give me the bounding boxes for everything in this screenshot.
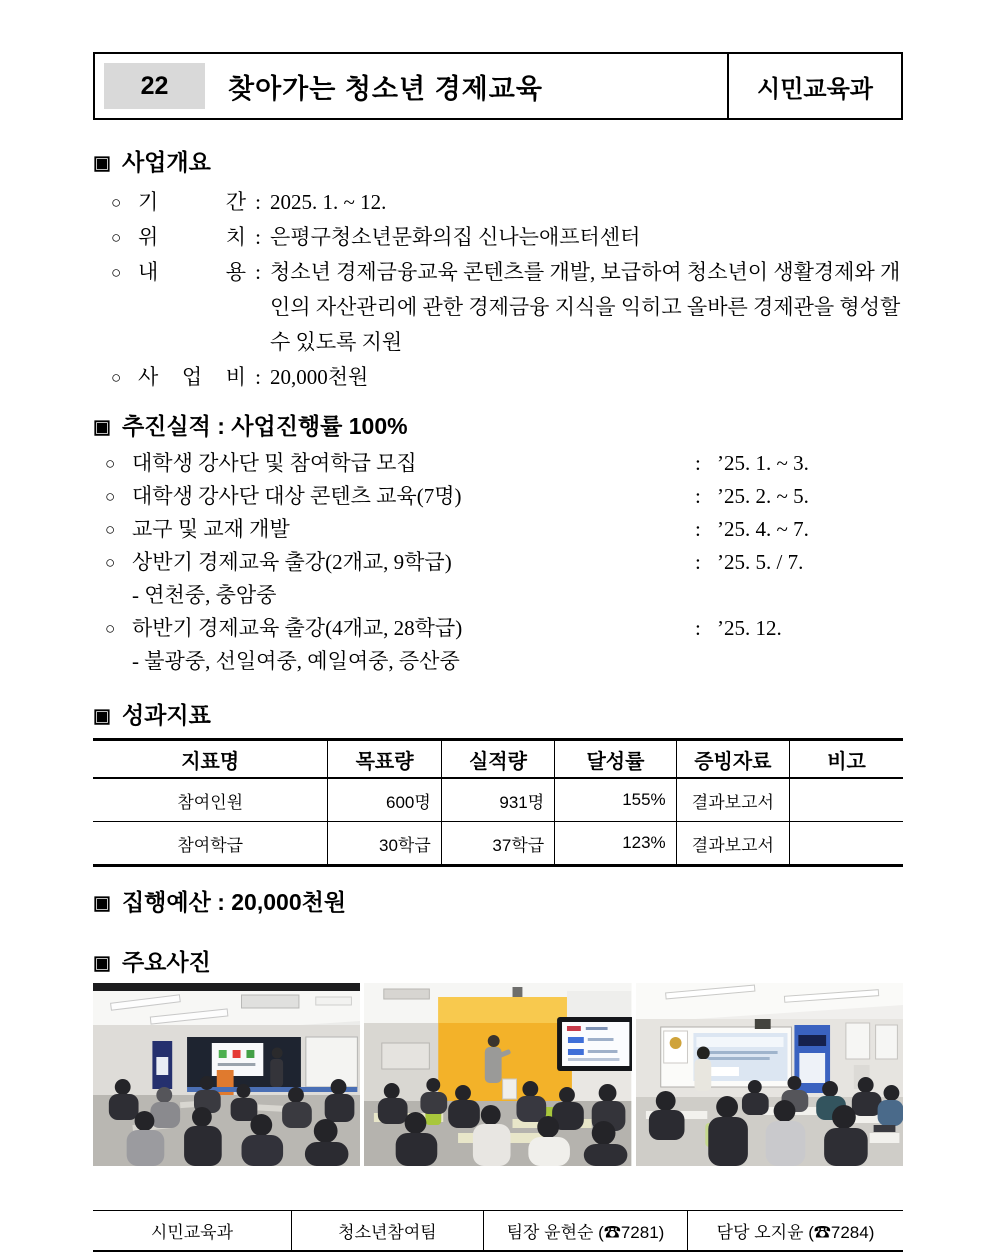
cell-actual: 37학급 bbox=[441, 822, 554, 866]
contact-team-leader: 팀장 윤현순 (☎7281) bbox=[483, 1211, 687, 1252]
date-separator: : bbox=[695, 550, 701, 574]
section-photos-title: 주요사진 bbox=[121, 949, 211, 975]
progress-item-date-col bbox=[695, 480, 903, 513]
col-header-indicator: 지표명 bbox=[93, 740, 328, 779]
overview-item-location bbox=[111, 220, 903, 255]
bullet-circle-icon: ○ bbox=[111, 263, 122, 282]
performance-table bbox=[93, 738, 903, 867]
item-number-badge: 22 bbox=[104, 63, 205, 109]
label-separator: : bbox=[255, 225, 261, 249]
overview-item-label: 위 치 bbox=[138, 225, 246, 249]
photo-strip bbox=[93, 983, 903, 1166]
bullet-circle-icon: ○ bbox=[111, 368, 122, 387]
photo-classroom-1 bbox=[93, 983, 360, 1166]
contact-team: 청소년참여팀 bbox=[291, 1211, 483, 1252]
section-budget-heading bbox=[93, 887, 903, 917]
date-separator: : bbox=[695, 616, 701, 640]
classroom-photo-illustration bbox=[364, 983, 631, 1166]
bullet-circle-icon: ○ bbox=[105, 619, 116, 638]
progress-list bbox=[93, 447, 903, 678]
cell-note bbox=[790, 822, 903, 866]
date-separator: : bbox=[695, 451, 701, 475]
progress-item-date: ’25. 4. ~ 7. bbox=[717, 517, 809, 541]
progress-item-date-col bbox=[695, 612, 903, 645]
section-progress-title: 추진실적 : 사업진행률 100% bbox=[121, 413, 408, 439]
section-photos-heading bbox=[93, 947, 903, 977]
cell-note bbox=[790, 778, 903, 822]
cell-rate: 123% bbox=[555, 822, 677, 866]
overview-item-period bbox=[111, 185, 903, 220]
section-budget-title: 집행예산 : 20,000천원 bbox=[121, 889, 347, 915]
col-header-note: 비고 bbox=[790, 740, 903, 779]
progress-subitem-schools: - 불광중, 선일여중, 예일여중, 증산중 bbox=[132, 649, 460, 673]
overview-item-value: 은평구청소년문화의집 신나는애프터센터 bbox=[270, 225, 641, 249]
section-marker-icon: ▣ bbox=[93, 705, 111, 727]
progress-item-date-col bbox=[695, 447, 903, 480]
section-overview-heading bbox=[93, 147, 903, 177]
date-separator: : bbox=[695, 517, 701, 541]
progress-item-label: 하반기 경제교육 출강(4개교, 28학급) bbox=[132, 616, 463, 640]
overview-item-budget bbox=[111, 360, 903, 395]
table-header-row bbox=[93, 740, 903, 779]
progress-item-date: ’25. 12. bbox=[717, 616, 782, 640]
progress-item-date: ’25. 5. / 7. bbox=[717, 550, 804, 574]
cell-evidence: 결과보고서 bbox=[676, 822, 789, 866]
overview-item-value: 청소년 경제금융교육 콘텐츠를 개발, 보급하여 청소년이 생활경제와 개인의 자산관리에 관한 경제금융 지식을 익히고 올바른 경제관을 형성할 수 있도록 지원 bbox=[270, 260, 901, 354]
title-banner bbox=[93, 52, 903, 120]
overview-item-label: 사 업 비 bbox=[138, 365, 246, 389]
bullet-circle-icon: ○ bbox=[105, 487, 116, 506]
progress-item bbox=[105, 513, 903, 546]
progress-item-label: 상반기 경제교육 출강(2개교, 9학급) bbox=[132, 550, 452, 574]
progress-item bbox=[105, 546, 903, 579]
bullet-circle-icon: ○ bbox=[111, 228, 122, 247]
progress-item-label: 대학생 강사단 및 참여학급 모집 bbox=[132, 451, 417, 475]
overview-item-value: 20,000천원 bbox=[270, 365, 369, 389]
col-header-rate: 달성률 bbox=[555, 740, 677, 779]
cell-indicator: 참여인원 bbox=[177, 792, 244, 812]
table-row bbox=[93, 778, 903, 822]
title-banner-left bbox=[95, 54, 727, 118]
overview-list bbox=[93, 185, 903, 395]
label-separator: : bbox=[255, 260, 261, 284]
contact-footer-table bbox=[93, 1210, 903, 1252]
overview-item-content bbox=[111, 255, 903, 360]
progress-subitem-schools: - 연천중, 충암중 bbox=[132, 583, 277, 607]
cell-target: 600명 bbox=[328, 778, 441, 822]
section-performance-heading bbox=[93, 700, 903, 730]
col-header-actual: 실적량 bbox=[441, 740, 554, 779]
cell-rate: 155% bbox=[555, 778, 677, 822]
progress-item bbox=[105, 612, 903, 645]
progress-item bbox=[105, 480, 903, 513]
cell-actual: 931명 bbox=[441, 778, 554, 822]
section-marker-icon: ▣ bbox=[93, 892, 111, 914]
col-header-target: 목표량 bbox=[328, 740, 441, 779]
progress-item-date-col bbox=[695, 546, 903, 579]
photo-classroom-2 bbox=[364, 983, 631, 1166]
overview-item-label: 기 간 bbox=[138, 190, 246, 214]
progress-item-date-col bbox=[695, 513, 903, 546]
section-progress-heading bbox=[93, 411, 903, 441]
section-overview-title: 사업개요 bbox=[121, 149, 211, 175]
section-marker-icon: ▣ bbox=[93, 952, 111, 974]
contact-department: 시민교육과 bbox=[150, 1223, 234, 1242]
bullet-circle-icon: ○ bbox=[105, 553, 116, 572]
bullet-circle-icon: ○ bbox=[111, 193, 122, 212]
date-separator: : bbox=[695, 484, 701, 508]
section-marker-icon: ▣ bbox=[93, 152, 111, 174]
progress-item-label: 교구 및 교재 개발 bbox=[132, 517, 290, 541]
cell-target: 30학급 bbox=[328, 822, 441, 866]
progress-item-date: ’25. 2. ~ 5. bbox=[717, 484, 809, 508]
cell-indicator: 참여학급 bbox=[93, 822, 328, 866]
bullet-circle-icon: ○ bbox=[105, 454, 116, 473]
cell-evidence: 결과보고서 bbox=[676, 778, 789, 822]
classroom-photo-illustration bbox=[93, 983, 360, 1166]
section-performance-title: 성과지표 bbox=[121, 702, 211, 728]
overview-item-value: 2025. 1. ~ 12. bbox=[270, 190, 387, 214]
label-separator: : bbox=[255, 365, 261, 389]
label-separator: : bbox=[255, 190, 261, 214]
department-cell bbox=[727, 54, 901, 118]
classroom-photo-illustration bbox=[636, 983, 903, 1166]
photo-classroom-3 bbox=[636, 983, 903, 1166]
contact-row bbox=[93, 1211, 903, 1252]
progress-item-label: 대학생 강사단 대상 콘텐츠 교육(7명) bbox=[132, 484, 462, 508]
table-row bbox=[93, 822, 903, 866]
department-label: 시민교육과 bbox=[757, 75, 873, 103]
progress-item bbox=[105, 447, 903, 480]
progress-item-date: ’25. 1. ~ 3. bbox=[717, 451, 809, 475]
section-marker-icon: ▣ bbox=[93, 416, 111, 438]
contact-staff: 담당 오지윤 (☎7284) bbox=[688, 1211, 903, 1252]
page-title: 찾아가는 청소년 경제교육 bbox=[228, 73, 543, 104]
bullet-circle-icon: ○ bbox=[105, 520, 116, 539]
overview-item-label: 내 용 bbox=[138, 260, 246, 284]
col-header-evidence: 증빙자료 bbox=[676, 740, 789, 779]
